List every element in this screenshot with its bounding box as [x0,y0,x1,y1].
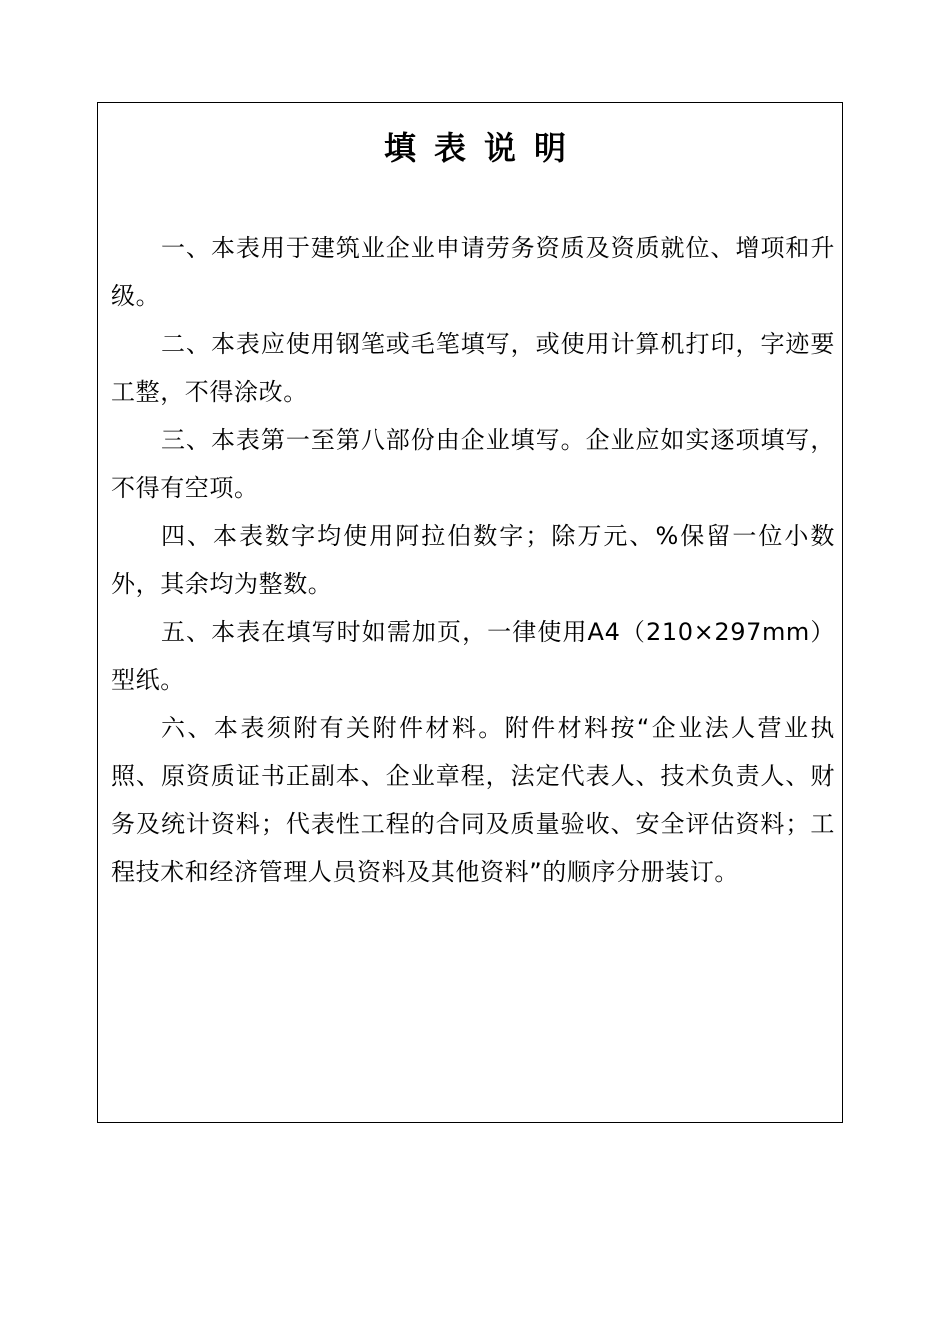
instruction-item-6: 六、本表须附有关附件材料。附件材料按“企业法人营业执照、原资质证书正副本、企业章程，法定代表人、技术负责人、财务及统计资料；代表性工程的合同及质量验收、安全评估资料；工程技术和经济管理人员资料及其他资料”的顺序分册装订。 [111,714,835,886]
instruction-item-1: 一、本表用于建筑业企业申请劳务资质及资质就位、增项和升级。 [111,234,835,310]
instructions-body [111,224,835,896]
instruction-item-4: 四、本表数字均使用阿拉伯数字；除万元、%保留一位小数外，其余均为整数。 [111,522,835,598]
instruction-item-2: 二、本表应使用钢笔或毛笔填写，或使用计算机打印，字迹要工整，不得涂改。 [111,330,835,406]
instruction-item-5: 五、本表在填写时如需加页，一律使用A4（210×297mm）型纸。 [111,618,835,694]
page-title: 填表说明 [383,129,584,167]
instruction-item-3: 三、本表第一至第八部份由企业填写。企业应如实逐项填写，不得有空项。 [111,426,835,502]
